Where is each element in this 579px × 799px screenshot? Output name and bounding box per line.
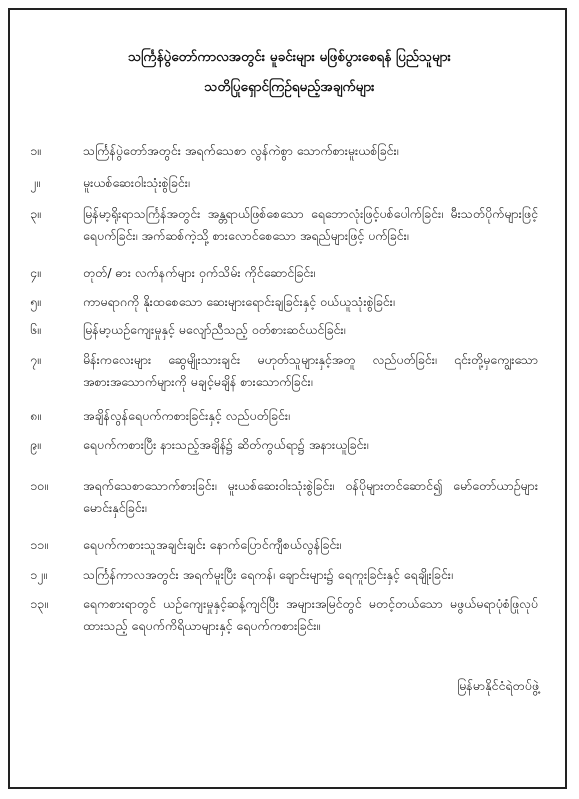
title-line-1: သင်္ကြန်ပွဲတော်ကာလအတွင်း မူခင်းများ မဖြစ်ပွားစေရန် ပြည်သူများ — [128, 49, 451, 65]
item-number: ၄။ — [30, 265, 41, 280]
item-text: သင်္ကြန်ပွဲတော်အတွင်း အရက်သေစာ လွန်ကဲစွာ သောက်စားမူးယစ်ခြင်း၊ — [83, 143, 399, 158]
item-text: သင်္ကြန်ကာလအတွင်း အရက်မူးပြီး ရေကန်၊ ချောင်းများ၌ ရေကူးခြင်းနှင့် ရေချိုးခြင်း၊ — [83, 567, 453, 582]
item-number: ၉။ — [30, 437, 41, 452]
item-number: ၂။ — [30, 175, 40, 190]
item-text: မူးယစ်ဆေးဝါးသုံးစွဲခြင်း၊ — [83, 175, 190, 190]
item-number: ၃။ — [30, 206, 41, 221]
item-text: ရေကစားရာတွင် ယဉ်ကျေးမှုနှင့်ဆန့်ကျင်ပြီး အများအမြင်တွင် မတင့်တယ်သော မဖွယ်မရာပုံစံဖြုလုပ်ထားသည့် ရေပက်ကိရိယာများနှင့် ရေပက်ကစားခြင်း။ — [83, 596, 538, 633]
item-number: ၁။ — [30, 143, 41, 158]
item-text: ကာမရာဂကို နိုးထစေသော ဆေးများရောင်းချခြင်းနှင့် ဝယ်ယူသုံးစွဲခြင်း၊ — [83, 294, 395, 309]
item-text: မြန်မာ့ယဉ်ကျေးမှုနှင့် မလျော်ညီသည့် ဝတ်စားဆင်ယင်ခြင်း၊ — [83, 322, 346, 337]
item-text: ရေပက်ကစားပြီး နားသည့်အချိန်၌ ဆိတ်ကွယ်ရာ၌ အနားယူခြင်း၊ — [83, 437, 369, 452]
item-text: မိန်းကလေးများ ဆွေမျိုးသားချင်း မဟုတ်သူများနှင့်အတူ လည်ပတ်ခြင်း၊ ၎င်းတို့မှကျွေးသောအစားအသောက်များကို မချင့်မချိန် စားသောက်ခြင်း၊ — [83, 352, 538, 389]
item-number: ၆။ — [30, 322, 41, 337]
page-border — [8, 8, 567, 789]
item-number: ၈။ — [30, 408, 41, 423]
signature: မြန်မာနိုင်ငံရဲတပ်ဖွဲ့ — [457, 678, 539, 693]
item-number: ၇။ — [30, 352, 41, 367]
item-number: ၁၁။ — [30, 537, 48, 552]
title-line-2: သတိပြုရှောင်ကြဉ်ရမည့်အချက်များ — [204, 79, 375, 95]
item-text: အရက်သေစာသောက်စားခြင်း၊ မူးယစ်ဆေးဝါးသုံးစွဲခြင်း၊ ဝန်ပိုများတင်ဆောင်၍ မော်တော်ယာဉ်များမောင်းနှင်ခြင်း၊ — [83, 478, 538, 515]
item-number: ၁၂။ — [30, 567, 47, 582]
item-text: မြန်မာ့ရိုးရာသင်္ကြန်အတွင်း အန္တရာယ်ဖြစ်စေသော ရေဘောလုံးဖြင့်ပစ်ပေါက်ခြင်း၊ မီးသတ်ပိုက်များဖြင့် ရေပက်ခြင်း၊ အက်ဆစ်ကဲ့သို့ စားလောင်စေသော အရည်များဖြင့် ပက်ခြင်း၊ — [83, 206, 538, 243]
item-number: ၁၀။ — [30, 478, 48, 493]
item-number: ၁၃။ — [30, 596, 48, 611]
item-number: ၅။ — [30, 294, 41, 309]
item-text: ရေပက်ကစားသူအချင်းချင်း နောက်ပြောင်ကျီစယ်လွန်ခြင်း၊ — [83, 537, 342, 552]
item-text: တုတ်/ ဓား လက်နက်များ ဝှက်သိမ်း ကိုင်ဆောင်ခြင်း၊ — [83, 265, 316, 280]
item-text: အချိန်လွန်ရေပက်ကစားခြင်းနှင့် လည်ပတ်ခြင်း၊ — [83, 408, 290, 423]
